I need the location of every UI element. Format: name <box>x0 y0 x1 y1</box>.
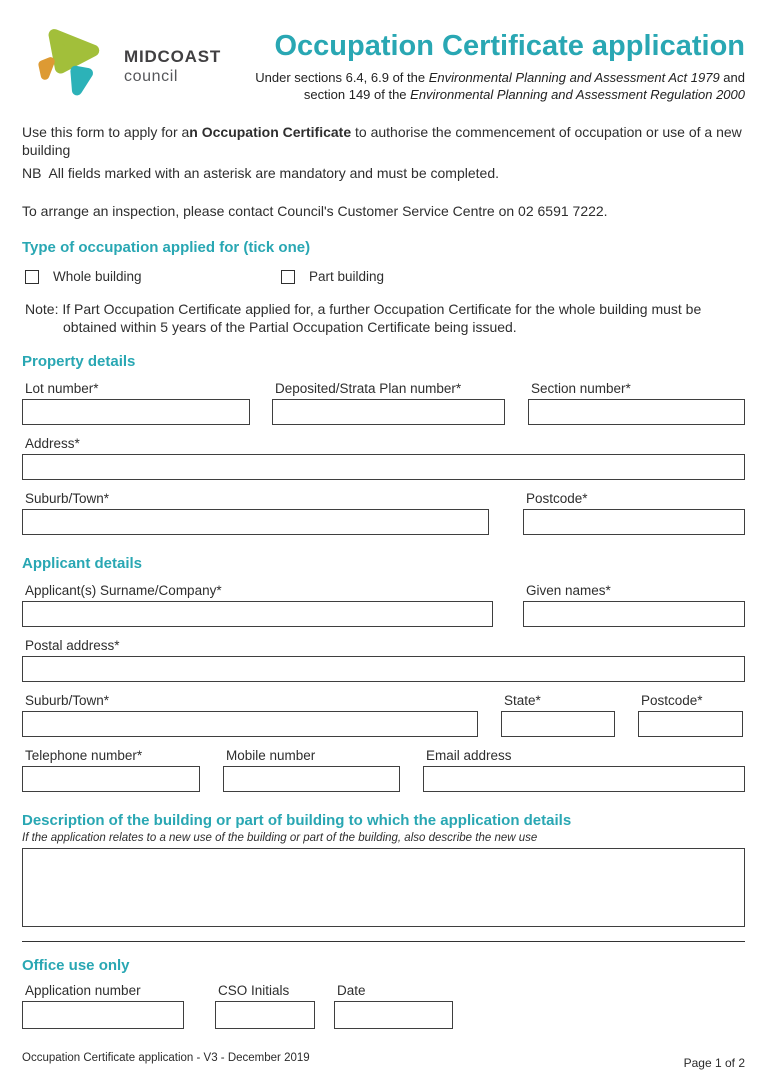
logo-brand-sub: council <box>124 67 179 85</box>
plan-number-input[interactable] <box>272 399 505 425</box>
postal-address-label: Postal address* <box>25 638 120 653</box>
field-applicant-postcode <box>638 693 743 737</box>
inspection-contact-note: To arrange an inspection, please contact Council's Customer Service Centre on 02 6591 7222. <box>22 203 608 219</box>
field-section-number <box>528 381 745 425</box>
page-subtitle <box>221 69 745 103</box>
email-input[interactable] <box>423 766 745 792</box>
field-lot-number <box>22 381 250 425</box>
logo-petal-green <box>54 35 93 68</box>
part-building-label: Part building <box>309 269 385 284</box>
section-number-label: Section number* <box>531 381 631 396</box>
application-number-input[interactable] <box>22 1001 184 1029</box>
email-label: Email address <box>426 748 512 763</box>
field-date <box>334 983 453 1029</box>
field-state <box>501 693 615 737</box>
whole-building-label: Whole building <box>53 269 142 284</box>
office-use-divider <box>22 941 745 942</box>
state-input[interactable] <box>501 711 615 737</box>
header <box>22 20 745 103</box>
cso-initials-input[interactable] <box>215 1001 315 1029</box>
field-email <box>423 748 745 792</box>
applicant-suburb-input[interactable] <box>22 711 478 737</box>
telephone-label: Telephone number* <box>25 748 143 763</box>
note-line-1: Note: If Part Occupation Certificate applied for, a further Occupation Certificate for the whole building must be <box>25 301 702 317</box>
plan-number-label: Deposited/Strata Plan number* <box>275 381 462 396</box>
mobile-label: Mobile number <box>226 748 316 763</box>
cso-initials-label: CSO Initials <box>218 983 290 998</box>
logo-petal-orange <box>43 61 51 75</box>
logo-petals-icon <box>30 24 110 102</box>
section-heading-office-use: Office use only <box>22 957 130 974</box>
surname-company-input[interactable] <box>22 601 493 627</box>
field-applicant-suburb <box>22 693 478 737</box>
field-surname-company <box>22 583 493 627</box>
section-heading-property-details: Property details <box>22 353 136 370</box>
property-address-input[interactable] <box>22 454 745 480</box>
part-occupation-note <box>22 300 745 336</box>
option-part-building[interactable] <box>278 269 384 284</box>
footer <box>22 1050 745 1070</box>
applicant-row-1 <box>22 583 745 627</box>
field-given-names <box>523 583 745 627</box>
logo-petal-teal <box>75 71 87 91</box>
given-names-input[interactable] <box>523 601 745 627</box>
property-row-2 <box>22 436 745 480</box>
building-description-textarea[interactable] <box>22 848 745 927</box>
date-input[interactable] <box>334 1001 453 1029</box>
state-label: State* <box>504 693 541 708</box>
given-names-label: Given names* <box>526 583 611 598</box>
section-heading-building-description: Description of the building or part of building to which the application details <box>22 812 572 829</box>
field-property-postcode <box>523 491 745 535</box>
applicant-postcode-label: Postcode* <box>641 693 703 708</box>
field-cso-initials <box>215 983 315 1029</box>
property-suburb-input[interactable] <box>22 509 489 535</box>
lot-number-input[interactable] <box>22 399 250 425</box>
page-title: Occupation Certificate application <box>274 30 745 62</box>
building-description-subtext: If the application relates to a new use of the building or part of the building, also describe the new use <box>22 832 538 844</box>
surname-company-label: Applicant(s) Surname/Company* <box>25 583 222 598</box>
telephone-input[interactable] <box>22 766 200 792</box>
intro-paragraph: Use this form to apply for an Occupation Certificate to authorise the commencement of occupation or use of a new building <box>22 124 742 158</box>
mandatory-fields-note: NB All fields marked with an asterisk are mandatory and must be completed. <box>22 165 499 181</box>
lot-number-label: Lot number* <box>25 381 99 396</box>
title-block <box>221 20 745 103</box>
field-plan-number <box>272 381 505 425</box>
applicant-row-3 <box>22 693 745 737</box>
footer-version-text: Occupation Certificate application - V3 - December 2019 <box>22 1052 310 1064</box>
applicant-row-4 <box>22 748 745 792</box>
postal-address-input[interactable] <box>22 656 745 682</box>
property-address-label: Address* <box>25 436 80 451</box>
applicant-row-2 <box>22 638 745 682</box>
field-mobile <box>223 748 400 792</box>
field-property-suburb <box>22 491 489 535</box>
midcoast-council-logo <box>30 24 221 102</box>
applicant-postcode-input[interactable] <box>638 711 743 737</box>
logo-brand: MIDCOAST <box>124 46 222 66</box>
part-building-checkbox[interactable] <box>281 270 295 284</box>
office-use-row <box>22 983 745 1029</box>
section-heading-occupation-type: Type of occupation applied for (tick one) <box>22 239 311 256</box>
mobile-input[interactable] <box>223 766 400 792</box>
field-telephone <box>22 748 200 792</box>
section-heading-applicant-details: Applicant details <box>22 555 143 572</box>
field-property-address <box>22 436 745 480</box>
property-postcode-input[interactable] <box>523 509 745 535</box>
section-number-input[interactable] <box>528 399 745 425</box>
property-row-3 <box>22 491 745 535</box>
property-suburb-label: Suburb/Town* <box>25 491 110 506</box>
property-postcode-label: Postcode* <box>526 491 588 506</box>
whole-building-checkbox[interactable] <box>25 270 39 284</box>
logo-text <box>124 47 221 86</box>
date-label: Date <box>337 983 366 998</box>
application-number-label: Application number <box>25 983 141 998</box>
subtitle-line-2: section 149 of the Environmental Planning and Assessment Regulation 2000 <box>303 87 745 102</box>
occupation-type-options <box>22 269 745 284</box>
option-whole-building[interactable] <box>22 269 278 284</box>
note-line-2: obtained within 5 years of the Partial Occupation Certificate being issued. <box>63 319 517 335</box>
property-row-1 <box>22 381 745 425</box>
field-postal-address <box>22 638 745 682</box>
applicant-suburb-label: Suburb/Town* <box>25 693 110 708</box>
field-application-number <box>22 983 184 1029</box>
page-number: Page 1 of 2 <box>683 1056 745 1070</box>
subtitle-line-1: Under sections 6.4, 6.9 of the Environmental Planning and Assessment Act 1979 and <box>255 70 745 85</box>
